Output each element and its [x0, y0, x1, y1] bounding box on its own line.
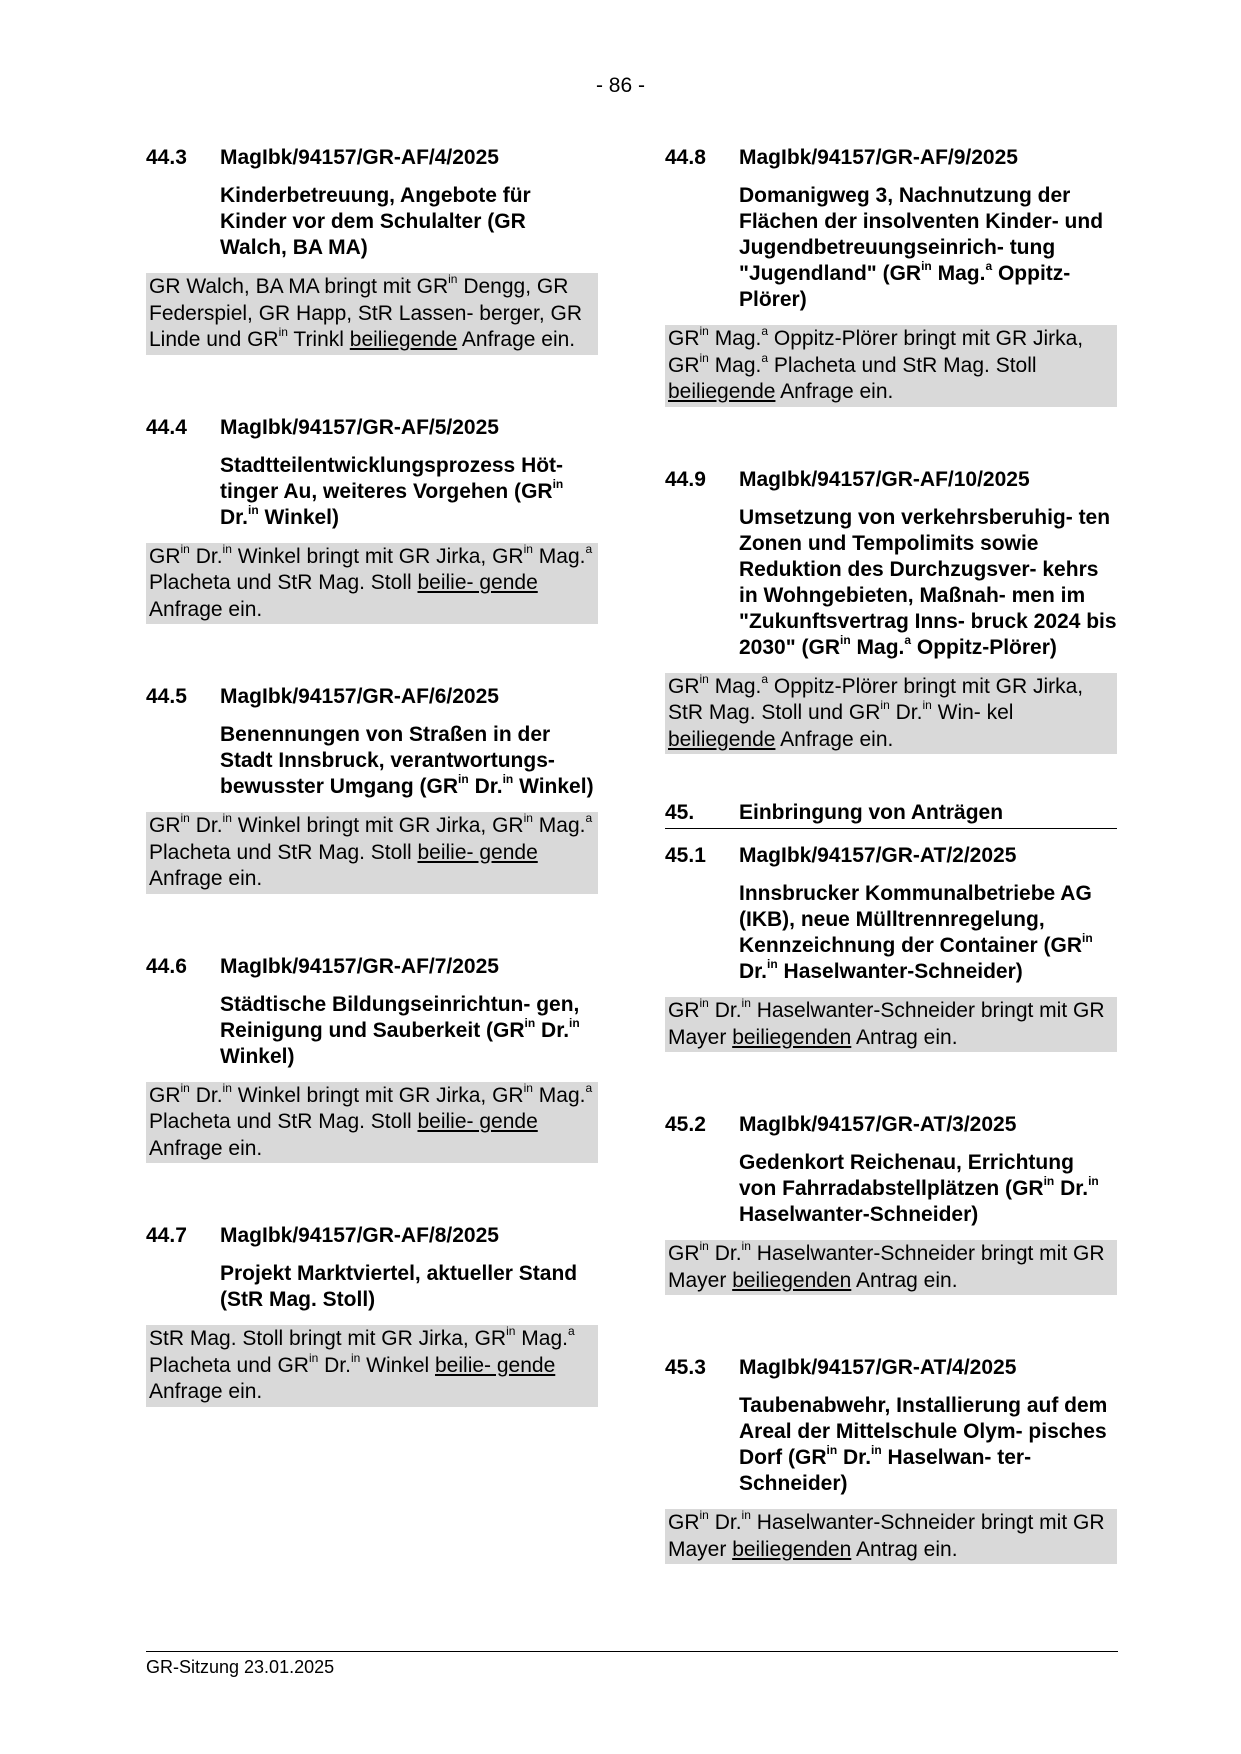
agenda-item-header: [146, 1223, 598, 1249]
agenda-item-title: Taubenabwehr, Installierung auf dem Areal der Mittelschule Olym- pisches Dorf ($GR^{in}$ Dr.$^{in}$ Haselwan- ter-Schneider): [739, 1394, 1108, 1495]
agenda-item-code: MagIbk/94157/GR-AF/6/2025: [220, 685, 499, 708]
agenda-item-attachment-ref: beiliegende: [668, 727, 776, 751]
left-column: [146, 145, 598, 1467]
agenda-item-body: GR Walch, BA MA bringt mit $GR^{in}$ Dengg, GR Federspiel, GR Happ, StR Lassen- berger, GR Linde und $GR^{in}$ Trinkl beiliegende Anfrage ein.: [146, 273, 598, 355]
agenda-item-attachment-ref: beilie- gende: [417, 1110, 538, 1133]
agenda-item: [146, 684, 598, 894]
agenda-item-attachment-ref: beilie- gende: [417, 571, 538, 594]
agenda-item-title: Umsetzung von verkehrsberuhig- ten Zonen und Tempolimits sowie Reduktion des Durchzugsver- kehrs in Wohngebieten, Maßnah- men im "Zukunftsvertrag Inns- bruck 2024 bis 2030" ($GR^{in}$ Mag.$^a$ Oppitz-Plörer): [739, 505, 1117, 659]
agenda-item-header: [146, 145, 598, 171]
agenda-item-number: 44.7: [146, 1224, 187, 1247]
agenda-item-number: 44.8: [665, 146, 706, 169]
agenda-item: [146, 954, 598, 1164]
agenda-item: [146, 1223, 598, 1407]
section-number: 45.: [665, 801, 695, 824]
page-number: - 86 -: [595, 74, 645, 97]
agenda-item-attachment-ref: beilie- gende: [417, 840, 538, 864]
agenda-item-body: $GR^{in}$ Dr.$^{in}$ Haselwanter-Schneider bringt mit GR Mayer beiliegenden Antrag ein.: [665, 997, 1117, 1052]
agenda-item-header: [665, 843, 1117, 869]
agenda-item-title: Städtische Bildungseinrichtun- gen, Reinigung und Sauberkeit ($GR^{in}$ Dr.$^{in}$ Winkel): [220, 992, 580, 1068]
right-column: [665, 145, 1117, 1624]
footer-divider: [146, 1651, 1118, 1652]
agenda-item-code: MagIbk/94157/GR-AT/2/2025: [739, 844, 1017, 867]
agenda-item-title: Stadtteilentwicklungsprozess Höt- tinger Au, weiteres Vorgehen ($GR^{in}$ Dr.$^{in}$ Winkel): [220, 453, 564, 529]
agenda-item-body: $GR^{in}$ Dr.$^{in}$ Winkel bringt mit GR Jirka, $GR^{in}$ Mag.$^a$ Placheta und StR Mag. Stoll beilie- gende Anfrage ein.: [146, 1082, 598, 1164]
agenda-item: [146, 145, 598, 355]
agenda-item-body: StR Mag. Stoll bringt mit GR Jirka, $GR^{in}$ Mag.$^a$ Placheta und $GR^{in}$ Dr.$^{in}$ Winkel beilie- gende Anfrage ein.: [146, 1325, 598, 1407]
agenda-item-title: Kinderbetreuung, Angebote für Kinder vor dem Schulalter (GR Walch, BA MA): [220, 184, 531, 259]
agenda-item-body: $GR^{in}$ Dr.$^{in}$ Haselwanter-Schneider bringt mit GR Mayer beiliegenden Antrag ein.: [665, 1509, 1117, 1564]
agenda-item-body: $GR^{in}$ Dr.$^{in}$ Winkel bringt mit GR Jirka, $GR^{in}$ Mag.$^a$ Placheta und StR Mag. Stoll beilie- gende Anfrage ein.: [146, 543, 598, 625]
agenda-item-attachment-ref: beiliegenden: [732, 1268, 852, 1292]
agenda-item-code: MagIbk/94157/GR-AF/4/2025: [220, 146, 499, 169]
footer-text: GR-Sitzung 23.01.2025: [146, 1657, 335, 1677]
agenda-item-body: $GR^{in}$ Mag.$^a$ Oppitz-Plörer bringt mit GR Jirka, StR Mag. Stoll und $GR^{in}$ Dr.$^{in}$ Win- kel beiliegende Anfrage ein.: [665, 673, 1117, 755]
agenda-item: [665, 145, 1117, 407]
agenda-item-attachment-ref: beiliegende: [349, 328, 458, 351]
agenda-item-header: [665, 1355, 1117, 1381]
agenda-item-header: [665, 1112, 1117, 1138]
agenda-item-header: [146, 684, 598, 710]
agenda-item: [665, 1355, 1117, 1564]
agenda-item-title: Gedenkort Reichenau, Errichtung von Fahrradabstellplätzen ($GR^{in}$ Dr.$^{in}$ Haselwanter-Schneider): [739, 1151, 1099, 1226]
agenda-item-number: 45.1: [665, 844, 706, 867]
agenda-item-title: Domanigweg 3, Nachnutzung der Flächen der insolventen Kinder- und Jugendbetreuungseinrich- tung "Jugendland" ($GR^{in}$ Mag.$^a$ Oppitz-Plörer): [739, 184, 1104, 311]
agenda-item-header: [665, 467, 1117, 493]
agenda-item-number: 44.5: [146, 685, 187, 708]
agenda-item-header: [146, 954, 598, 980]
agenda-item-number: 44.6: [146, 954, 187, 978]
agenda-item: [665, 843, 1117, 1052]
agenda-item-code: MagIbk/94157/GR-AF/10/2025: [739, 467, 1030, 491]
agenda-item-attachment-ref: beiliegenden: [732, 1537, 852, 1561]
agenda-item-number: 44.4: [146, 415, 187, 439]
agenda-item-number: 44.3: [146, 146, 187, 169]
agenda-item: [665, 467, 1117, 755]
section-heading: [665, 800, 1117, 829]
agenda-item-number: 45.2: [665, 1113, 706, 1136]
agenda-item-header: [665, 145, 1117, 171]
agenda-item-code: MagIbk/94157/GR-AF/9/2025: [739, 146, 1018, 169]
agenda-item-attachment-ref: beilie- gende: [435, 1353, 556, 1377]
agenda-item-code: MagIbk/94157/GR-AT/4/2025: [739, 1356, 1017, 1379]
agenda-item: [665, 1112, 1117, 1295]
agenda-item-code: MagIbk/94157/GR-AF/5/2025: [220, 415, 499, 439]
agenda-item-attachment-ref: beiliegenden: [732, 1025, 852, 1049]
agenda-item-code: MagIbk/94157/GR-AF/7/2025: [220, 954, 499, 978]
agenda-item-title: Benennungen von Straßen in der Stadt Innsbruck, verantwortungs- bewusster Umgang ($GR^{in}$ Dr.$^{in}$ Winkel): [220, 723, 594, 798]
section-title: Einbringung von Anträgen: [739, 801, 1004, 824]
agenda-item-title: Projekt Marktviertel, aktueller Stand (StR Mag. Stoll): [220, 1262, 578, 1311]
agenda-item-code: MagIbk/94157/GR-AF/8/2025: [220, 1224, 499, 1247]
agenda-item-body: $GR^{in}$ Dr.$^{in}$ Winkel bringt mit GR Jirka, $GR^{in}$ Mag.$^a$ Placheta und StR Mag. Stoll beilie- gende Anfrage ein.: [146, 812, 598, 894]
agenda-item-header: [146, 415, 598, 441]
agenda-item-code: MagIbk/94157/GR-AT/3/2025: [739, 1113, 1017, 1136]
agenda-item-number: 44.9: [665, 467, 706, 491]
agenda-item-body: $GR^{in}$ Dr.$^{in}$ Haselwanter-Schneider bringt mit GR Mayer beiliegenden Antrag ein.: [665, 1240, 1117, 1295]
agenda-item: [146, 415, 598, 625]
agenda-item-body: $GR^{in}$ Mag.$^a$ Oppitz-Plörer bringt mit GR Jirka, $GR^{in}$ Mag.$^a$ Placheta und StR Mag. Stoll beiliegende Anfrage ein.: [665, 325, 1117, 407]
agenda-item-title: Innsbrucker Kommunalbetriebe AG (IKB), neue Mülltrennregelung, Kennzeichnung der Container ($GR^{in}$ Dr.$^{in}$ Haselwanter-Schneider): [739, 882, 1093, 983]
agenda-item-attachment-ref: beiliegende: [668, 380, 776, 403]
agenda-item-number: 45.3: [665, 1356, 706, 1379]
